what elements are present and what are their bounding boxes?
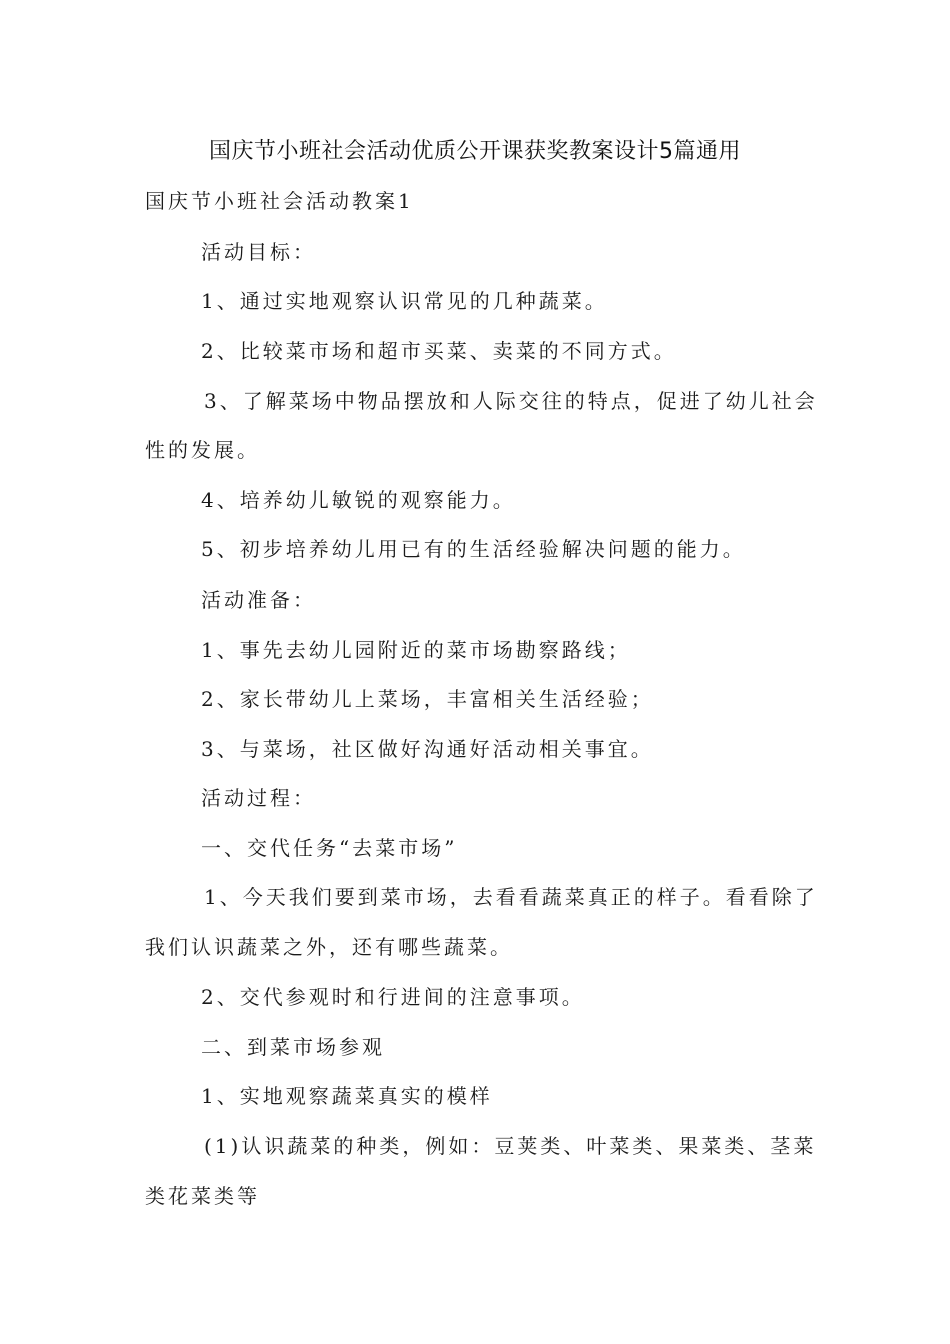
- paragraph-line: 1、实地观察蔬菜真实的模样: [201, 1084, 493, 1108]
- paragraph-line: 3、与菜场，社区做好沟通好活动相关事宜。: [201, 737, 654, 761]
- paragraph-line: (1)认识蔬菜的种类，例如：豆荚类、叶菜类、果菜类、茎菜: [204, 1134, 817, 1158]
- paragraph-line: 5、初步培养幼儿用已有的生活经验解决问题的能力。: [201, 537, 746, 561]
- subheading-process: 活动过程：: [201, 786, 316, 810]
- paragraph-line: 3、了解菜场中物品摆放和人际交往的特点，促进了幼儿社会: [204, 389, 818, 413]
- document-title: 国庆节小班社会活动优质公开课获奖教案设计5篇通用: [209, 139, 741, 164]
- paragraph-line: 类花菜类等: [145, 1184, 260, 1208]
- subheading-objectives: 活动目标：: [201, 240, 316, 264]
- paragraph-line: 4、培养幼儿敏锐的观察能力。: [201, 488, 516, 512]
- section-heading: 国庆节小班社会活动教案1: [145, 189, 414, 213]
- paragraph-line: 1、通过实地观察认识常见的几种蔬菜。: [201, 289, 608, 313]
- paragraph-line: 2、家长带幼儿上菜场，丰富相关生活经验；: [201, 687, 654, 711]
- paragraph-line: 1、今天我们要到菜市场，去看看蔬菜真正的样子。看看除了: [204, 885, 818, 909]
- paragraph-line: 2、比较菜市场和超市买菜、卖菜的不同方式。: [201, 339, 677, 363]
- paragraph-line: 一、交代任务“去菜市场”: [201, 836, 458, 860]
- paragraph-line: 二、到菜市场参观: [201, 1035, 385, 1059]
- paragraph-line: 1、事先去幼儿园附近的菜市场勘察路线；: [201, 638, 631, 662]
- subheading-preparation: 活动准备：: [201, 588, 316, 612]
- paragraph-line: 2、交代参观时和行进间的注意事项。: [201, 985, 585, 1009]
- paragraph-line: 性的发展。: [145, 438, 260, 462]
- paragraph-line: 我们认识蔬菜之外，还有哪些蔬菜。: [145, 935, 513, 959]
